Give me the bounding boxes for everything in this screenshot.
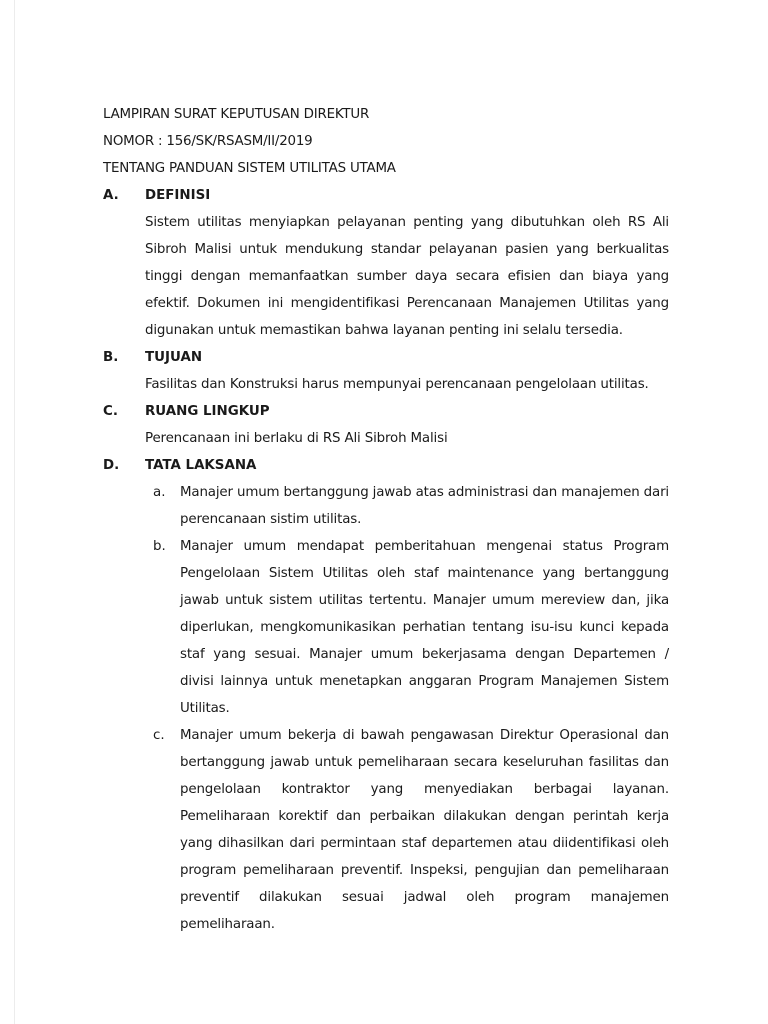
section-heading	[103, 452, 669, 479]
document-page	[103, 101, 669, 938]
section-title: TUJUAN	[145, 350, 203, 365]
list-marker: c.	[153, 728, 165, 743]
list-marker: b.	[153, 539, 166, 554]
section-definisi	[103, 182, 669, 344]
list-item-text: Manajer umum bekerja di bawah pengawasan Direktur Operasional dan bertanggung jawab untuk pemeliharaan secara keseluruhan fasilitas dan pengelolaan kontraktor yang menyediakan berbagai layanan. Pemeliharaan korektif dan perbaikan dilakukan dengan perintah kerja yang dihasilkan dari permintaan staf departemen atau diidentifikasi oleh program pemeliharaan preventif. Inspeksi, pengujian dan pemeliharaan preventif dilakukan sesuai jadwal oleh program manajemen pemeliharaan.	[180, 728, 669, 932]
section-letter: B.	[103, 350, 119, 365]
section-tujuan	[103, 344, 669, 398]
section-ruang-lingkup	[103, 398, 669, 452]
section-title: TATA LAKSANA	[145, 458, 257, 473]
section-letter: A.	[103, 188, 119, 203]
section-paragraph: Sistem utilitas menyiapkan pelayanan penting yang dibutuhkan oleh RS Ali Sibroh Malisi untuk mendukung standar pelayanan pasien yang berkualitas tinggi dengan memanfaatkan sumber daya secara efisien dan biaya yang efektif. Dokumen ini mengidentifikasi Perencanaan Manajemen Utilitas yang digunakan untuk memastikan bahwa layanan penting ini selalu tersedia.	[145, 215, 669, 338]
section-title: RUANG LINGKUP	[145, 404, 270, 419]
section-paragraph: Fasilitas dan Konstruksi harus mempunyai perencanaan pengelolaan utilitas.	[145, 377, 649, 392]
header-line-attachment: LAMPIRAN SURAT KEPUTUSAN DIREKTUR	[103, 107, 370, 122]
section-paragraph: Perencanaan ini berlaku di RS Ali Sibroh Malisi	[145, 431, 448, 446]
list-item-text: Manajer umum mendapat pemberitahuan mengenai status Program Pengelolaan Sistem Utilitas oleh staf maintenance yang bertanggung jawab untuk sistem utilitas tertentu. Manajer umum mereview dan, jika diperlukan, mengkomunikasikan perhatian tentang isu-isu kunci kepada staf yang sesuai. Manajer umum bekerjasama dengan Departemen / divisi lainnya untuk menetapkan anggaran Program Manajemen Sistem Utilitas.	[180, 539, 669, 716]
procedure-list	[103, 479, 669, 938]
section-letter: C.	[103, 404, 118, 419]
list-marker: a.	[153, 485, 166, 500]
page-edge-line	[14, 0, 15, 1024]
list-item	[103, 533, 669, 722]
list-item	[103, 479, 669, 533]
section-tata-laksana	[103, 452, 669, 938]
section-title: DEFINISI	[145, 188, 211, 203]
section-heading	[103, 398, 669, 425]
section-heading	[103, 344, 669, 371]
header-line-subject: TENTANG PANDUAN SISTEM UTILITAS UTAMA	[103, 161, 396, 176]
header-line-number: NOMOR : 156/SK/RSASM/II/2019	[103, 134, 313, 149]
list-item	[103, 722, 669, 938]
list-item-text: Manajer umum bertanggung jawab atas administrasi dan manajemen dari perencanaan sistim utilitas.	[180, 485, 669, 527]
section-heading	[103, 182, 669, 209]
section-letter: D.	[103, 458, 120, 473]
